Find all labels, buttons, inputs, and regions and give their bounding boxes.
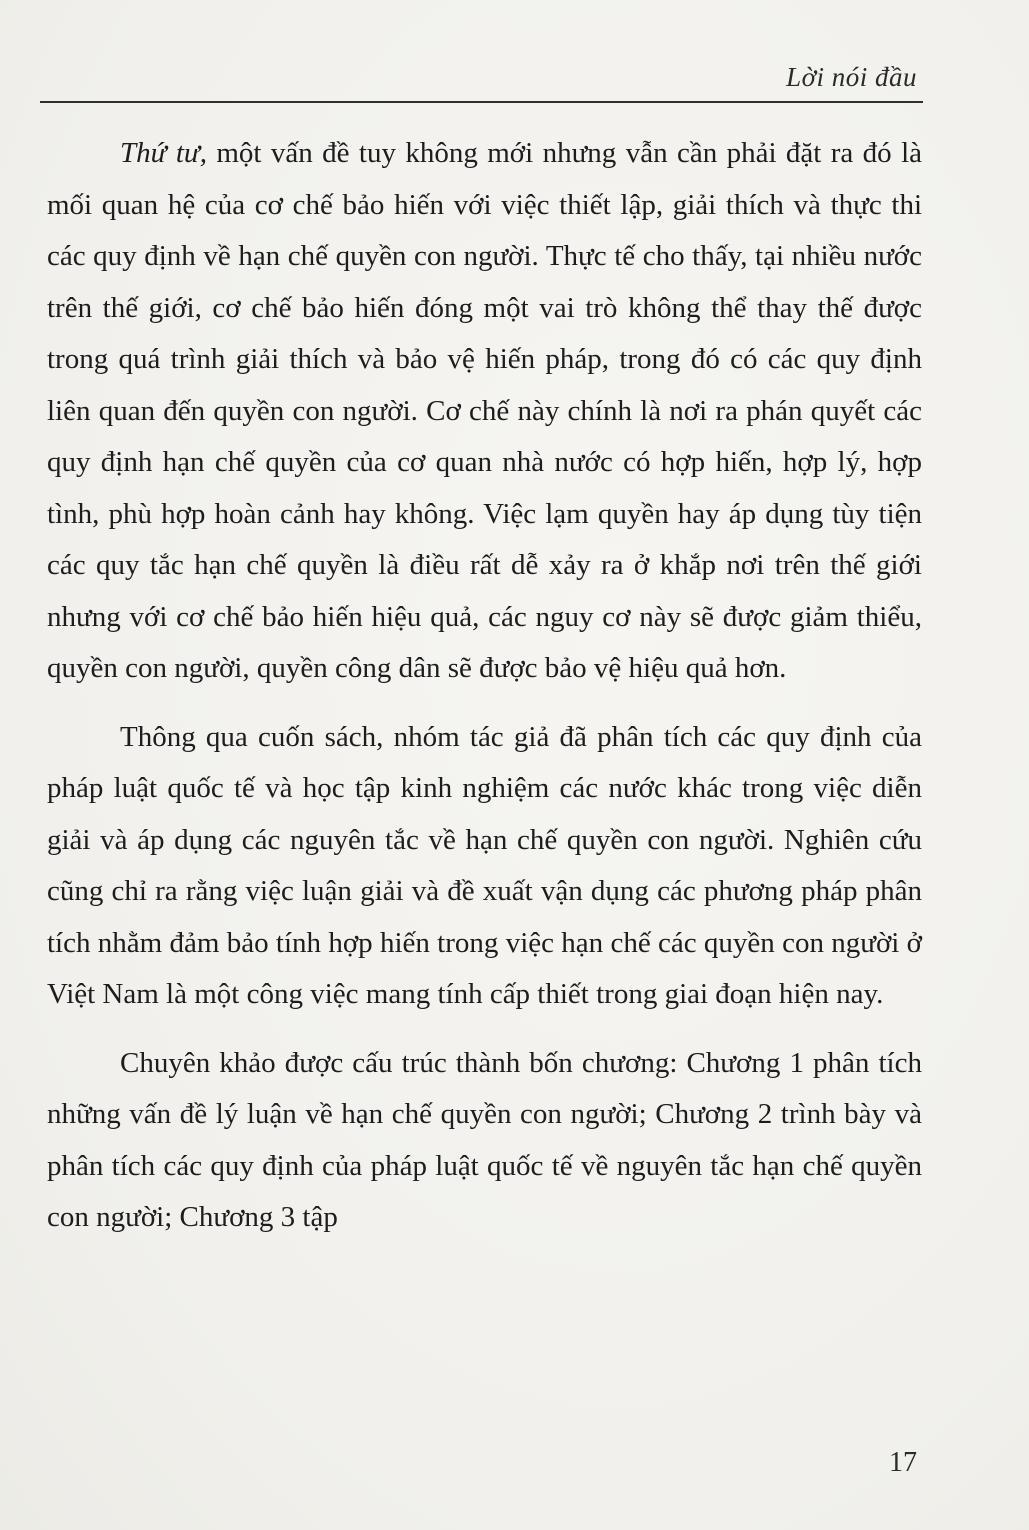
paragraph-1-lead: Thứ tư, bbox=[120, 137, 207, 169]
page-number: 17 bbox=[889, 1447, 917, 1478]
paragraph-3: Chuyên khảo được cấu trúc thành bốn chương: Chương 1 phân tích những vấn đề lý luận về hạn chế quyền con người; Chương 2 trình bày và phân tích các quy định của pháp luật quốc tế về nguyên tắc hạn chế quyền con người; Chương 3 tập bbox=[47, 1046, 922, 1233]
body-text bbox=[47, 128, 922, 1244]
paragraph-1-text: một vấn đề tuy không mới nhưng vẫn cần phải đặt ra đó là mối quan hệ của cơ chế bảo hiến với việc thiết lập, giải thích và thực thi các quy định về hạn chế quyền con người. Thực tế cho thấy, tại nhiều nước trên thế giới, cơ chế bảo hiến đóng một vai trò không thể thay thế được trong quá trình giải thích và bảo vệ hiến pháp, trong đó có các quy định liên quan đến quyền con người. Cơ chế này chính là nơi ra phán quyết các quy định hạn chế quyền của cơ quan nhà nước có hợp hiến, hợp lý, hợp tình, phù hợp hoàn cảnh hay không. Việc lạm quyền hay áp dụng tùy tiện các quy tắc hạn chế quyền là điều rất dễ xảy ra ở khắp nơi trên thế giới nhưng với cơ chế bảo hiến hiệu quả, các nguy cơ này sẽ được giảm thiểu, quyền con người, quyền công dân sẽ được bảo vệ hiệu quả hơn. bbox=[47, 137, 922, 684]
header-rule bbox=[40, 101, 923, 103]
running-header-title: Lời nói đầu bbox=[786, 62, 917, 92]
paragraph-1 bbox=[47, 128, 922, 695]
paragraph-2: Thông qua cuốn sách, nhóm tác giả đã phân tích các quy định của pháp luật quốc tế và học tập kinh nghiệm các nước khác trong việc diễn giải và áp dụng các nguyên tắc về hạn chế quyền con người. Nghiên cứu cũng chỉ ra rằng việc luận giải và đề xuất vận dụng các phương pháp phân tích nhằm đảm bảo tính hợp hiến trong việc hạn chế các quyền con người ở Việt Nam là một công việc mang tính cấp thiết trong giai đoạn hiện nay. bbox=[47, 720, 922, 1010]
